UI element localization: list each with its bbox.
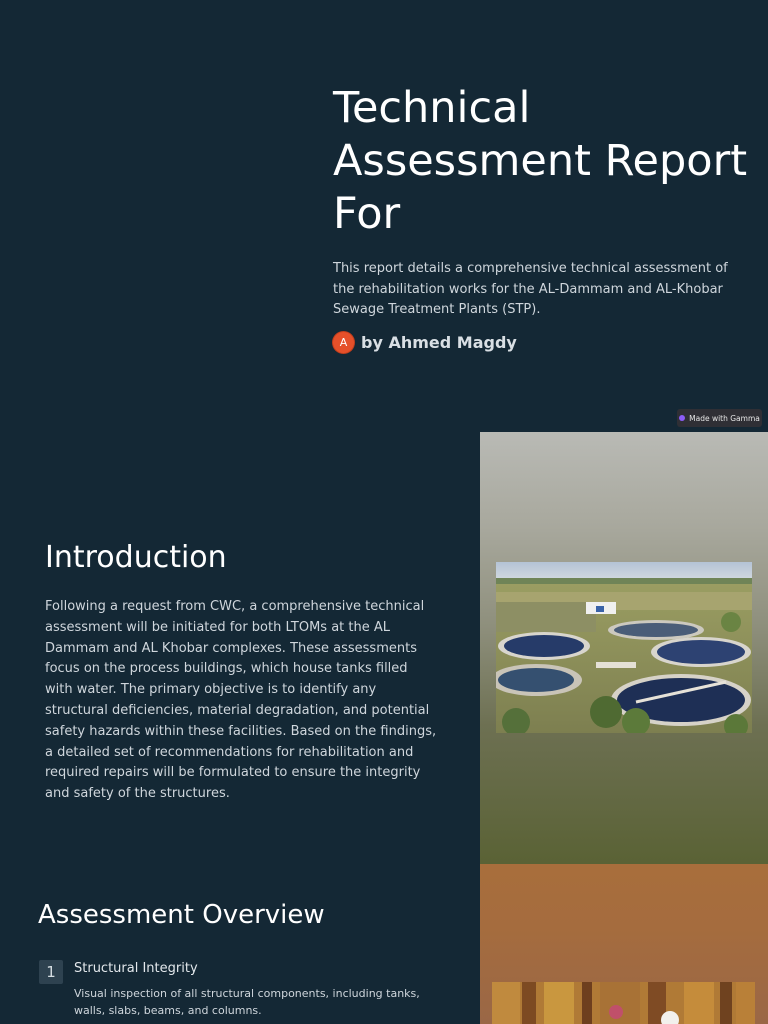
assessment-overview-heading: Assessment Overview xyxy=(38,900,325,930)
author-byline xyxy=(333,332,517,353)
author-name: by Ahmed Magdy xyxy=(361,333,517,352)
made-with-gamma-badge[interactable] xyxy=(677,409,762,427)
step-number: 1 xyxy=(39,960,63,984)
badge-label: Made with Gamma xyxy=(689,413,760,423)
corroded-structure-image xyxy=(492,982,755,1024)
sewage-treatment-plant-image xyxy=(496,562,752,733)
step-title: Structural Integrity xyxy=(74,961,198,976)
avatar: A xyxy=(333,332,354,353)
introduction-heading: Introduction xyxy=(45,540,227,575)
introduction-body: Following a request from CWC, a comprehensive technical assessment will be initiated for both LTOMs at the AL Dammam and AL Khobar complexes. These assessments focus on the process buildings, which house tanks filled with water. The primary objective is to identify any structural deficiencies, material degradation, and potential safety hazards within these facilities. Based on the findings, a detailed set of recommendations for rehabilitation and required repairs will be formulated to ensure the integrity and safety of the structures. xyxy=(45,599,437,802)
page-title: Technical Assessment Report For xyxy=(333,83,748,239)
hero-description: This report details a comprehensive technical assessment of the rehabilitation works for the AL-Dammam and AL-Khobar Sewage Treatment Plants (STP). xyxy=(333,261,728,317)
gamma-logo-icon xyxy=(679,415,685,421)
step-description: Visual inspection of all structural components, including tanks, walls, slabs, beams, and columns. xyxy=(74,987,420,1017)
